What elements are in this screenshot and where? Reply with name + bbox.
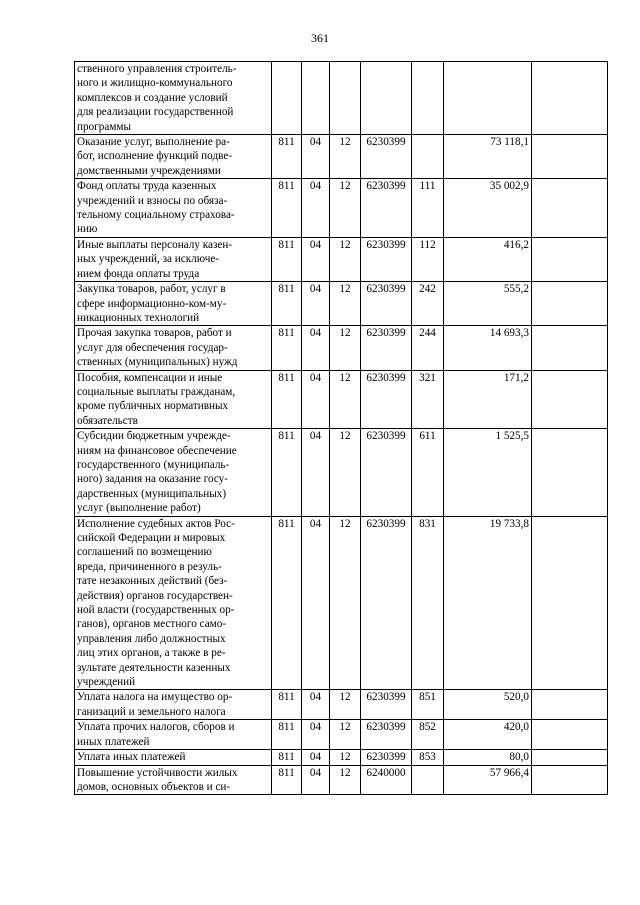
table-row: [75, 237, 608, 281]
amount-cell: 80,0: [444, 750, 532, 765]
target-article-cell: 6230399: [361, 720, 412, 750]
row-name-cell: Оказание услуг, выполнение ра- бот, исполнение функций подве- домственными учреждениями: [75, 135, 272, 179]
subsection-code-cell: 12: [330, 720, 361, 750]
section-code-cell: 04: [302, 237, 330, 281]
ministry-code-cell: 811: [272, 765, 302, 795]
table-row: [75, 429, 608, 516]
table-row: [75, 135, 608, 179]
section-code-cell: 04: [302, 750, 330, 765]
row-name-cell: Уплата налога на имущество ор- ганизаций и земельного налога: [75, 690, 272, 720]
target-article-cell: 6230399: [361, 750, 412, 765]
row-name-cell: Иные выплаты персоналу казен- ных учреждений, за исключе- нием фонда оплаты труда: [75, 237, 272, 281]
amount-cell: 35 002,9: [444, 179, 532, 238]
subsection-code-cell: 12: [330, 135, 361, 179]
expense-type-cell: 853: [412, 750, 444, 765]
table-row: [75, 179, 608, 238]
extra-cell: [532, 750, 608, 765]
amount-cell: 420,0: [444, 720, 532, 750]
subsection-code-cell: 12: [330, 765, 361, 795]
expense-type-cell: [412, 765, 444, 795]
target-article-cell: 6230399: [361, 429, 412, 516]
subsection-code-cell: 12: [330, 282, 361, 326]
amount-cell: 19 733,8: [444, 516, 532, 690]
target-article-cell: 6230399: [361, 516, 412, 690]
expense-type-cell: 831: [412, 516, 444, 690]
row-name-cell: Повышение устойчивости жилых домов, основных объектов и си-: [75, 765, 272, 795]
section-code-cell: [302, 62, 330, 135]
extra-cell: [532, 690, 608, 720]
expense-type-cell: 244: [412, 326, 444, 370]
expense-type-cell: 851: [412, 690, 444, 720]
target-article-cell: 6230399: [361, 179, 412, 238]
row-name-cell: Уплата иных платежей: [75, 750, 272, 765]
subsection-code-cell: 12: [330, 690, 361, 720]
row-name-cell: Исполнение судебных актов Рос- сийской Федерации и мировых соглашений по возмещению вреда, причиненного в резуль- тате незаконных действий (без- действия) органов государствен- ной власти (государственных ор- ганов), органов местного само- управления либо должностных лиц этих органов, а также в ре- зультате деятельности казенных учреждений: [75, 516, 272, 690]
target-article-cell: 6230399: [361, 690, 412, 720]
extra-cell: [532, 326, 608, 370]
extra-cell: [532, 765, 608, 795]
subsection-code-cell: 12: [330, 179, 361, 238]
table-row: [75, 326, 608, 370]
budget-table: [74, 61, 608, 795]
ministry-code-cell: 811: [272, 282, 302, 326]
extra-cell: [532, 429, 608, 516]
expense-type-cell: 242: [412, 282, 444, 326]
table-row: [75, 282, 608, 326]
table-row: [75, 516, 608, 690]
amount-cell: 14 693,3: [444, 326, 532, 370]
extra-cell: [532, 62, 608, 135]
ministry-code-cell: 811: [272, 720, 302, 750]
target-article-cell: [361, 62, 412, 135]
section-code-cell: 04: [302, 370, 330, 429]
table-row: [75, 765, 608, 795]
row-name-cell: ственного управления строитель- ного и жилищно-коммунального комплексов и создание условий для реализации государственной программы: [75, 62, 272, 135]
section-code-cell: 04: [302, 765, 330, 795]
expense-type-cell: 611: [412, 429, 444, 516]
expense-type-cell: 112: [412, 237, 444, 281]
subsection-code-cell: 12: [330, 516, 361, 690]
target-article-cell: 6230399: [361, 282, 412, 326]
amount-cell: [444, 62, 532, 135]
extra-cell: [532, 135, 608, 179]
table-row: [75, 370, 608, 429]
extra-cell: [532, 370, 608, 429]
section-code-cell: 04: [302, 516, 330, 690]
subsection-code-cell: 12: [330, 429, 361, 516]
table-row: [75, 62, 608, 135]
subsection-code-cell: 12: [330, 750, 361, 765]
target-article-cell: 6230399: [361, 237, 412, 281]
table-row: [75, 720, 608, 750]
extra-cell: [532, 179, 608, 238]
amount-cell: 171,2: [444, 370, 532, 429]
amount-cell: 1 525,5: [444, 429, 532, 516]
extra-cell: [532, 282, 608, 326]
expense-type-cell: 111: [412, 179, 444, 238]
section-code-cell: 04: [302, 282, 330, 326]
section-code-cell: 04: [302, 429, 330, 516]
target-article-cell: 6240000: [361, 765, 412, 795]
amount-cell: 73 118,1: [444, 135, 532, 179]
section-code-cell: 04: [302, 690, 330, 720]
row-name-cell: Уплата прочих налогов, сборов и иных платежей: [75, 720, 272, 750]
target-article-cell: 6230399: [361, 326, 412, 370]
section-code-cell: 04: [302, 720, 330, 750]
budget-table-body: [75, 62, 608, 795]
row-name-cell: Прочая закупка товаров, работ и услуг для обеспечения государ- ственных (муниципальных) нужд: [75, 326, 272, 370]
expense-type-cell: [412, 62, 444, 135]
amount-cell: 416,2: [444, 237, 532, 281]
row-name-cell: Субсидии бюджетным учрежде- ниям на финансовое обеспечение государственного (муниципаль- ного) задания на оказание госу- дарственных (муниципальных) услуг (выполнение работ): [75, 429, 272, 516]
page-number: 361: [311, 31, 329, 45]
section-code-cell: 04: [302, 326, 330, 370]
expense-type-cell: 852: [412, 720, 444, 750]
subsection-code-cell: 12: [330, 326, 361, 370]
ministry-code-cell: 811: [272, 179, 302, 238]
subsection-code-cell: [330, 62, 361, 135]
extra-cell: [532, 516, 608, 690]
ministry-code-cell: 811: [272, 690, 302, 720]
extra-cell: [532, 720, 608, 750]
target-article-cell: 6230399: [361, 135, 412, 179]
section-code-cell: 04: [302, 135, 330, 179]
row-name-cell: Пособия, компенсации и иные социальные выплаты гражданам, кроме публичных нормативных обязательств: [75, 370, 272, 429]
amount-cell: 57 966,4: [444, 765, 532, 795]
ministry-code-cell: 811: [272, 429, 302, 516]
subsection-code-cell: 12: [330, 370, 361, 429]
ministry-code-cell: [272, 62, 302, 135]
ministry-code-cell: 811: [272, 750, 302, 765]
section-code-cell: 04: [302, 179, 330, 238]
expense-type-cell: 321: [412, 370, 444, 429]
table-row: [75, 750, 608, 765]
ministry-code-cell: 811: [272, 237, 302, 281]
ministry-code-cell: 811: [272, 516, 302, 690]
target-article-cell: 6230399: [361, 370, 412, 429]
row-name-cell: Закупка товаров, работ, услуг в сфере информационно-ком-му- никационных технологий: [75, 282, 272, 326]
ministry-code-cell: 811: [272, 326, 302, 370]
subsection-code-cell: 12: [330, 237, 361, 281]
table-row: [75, 690, 608, 720]
ministry-code-cell: 811: [272, 135, 302, 179]
amount-cell: 520,0: [444, 690, 532, 720]
extra-cell: [532, 237, 608, 281]
ministry-code-cell: 811: [272, 370, 302, 429]
expense-type-cell: [412, 135, 444, 179]
row-name-cell: Фонд оплаты труда казенных учреждений и взносы по обяза- тельному социальному страхова- нию: [75, 179, 272, 238]
amount-cell: 555,2: [444, 282, 532, 326]
